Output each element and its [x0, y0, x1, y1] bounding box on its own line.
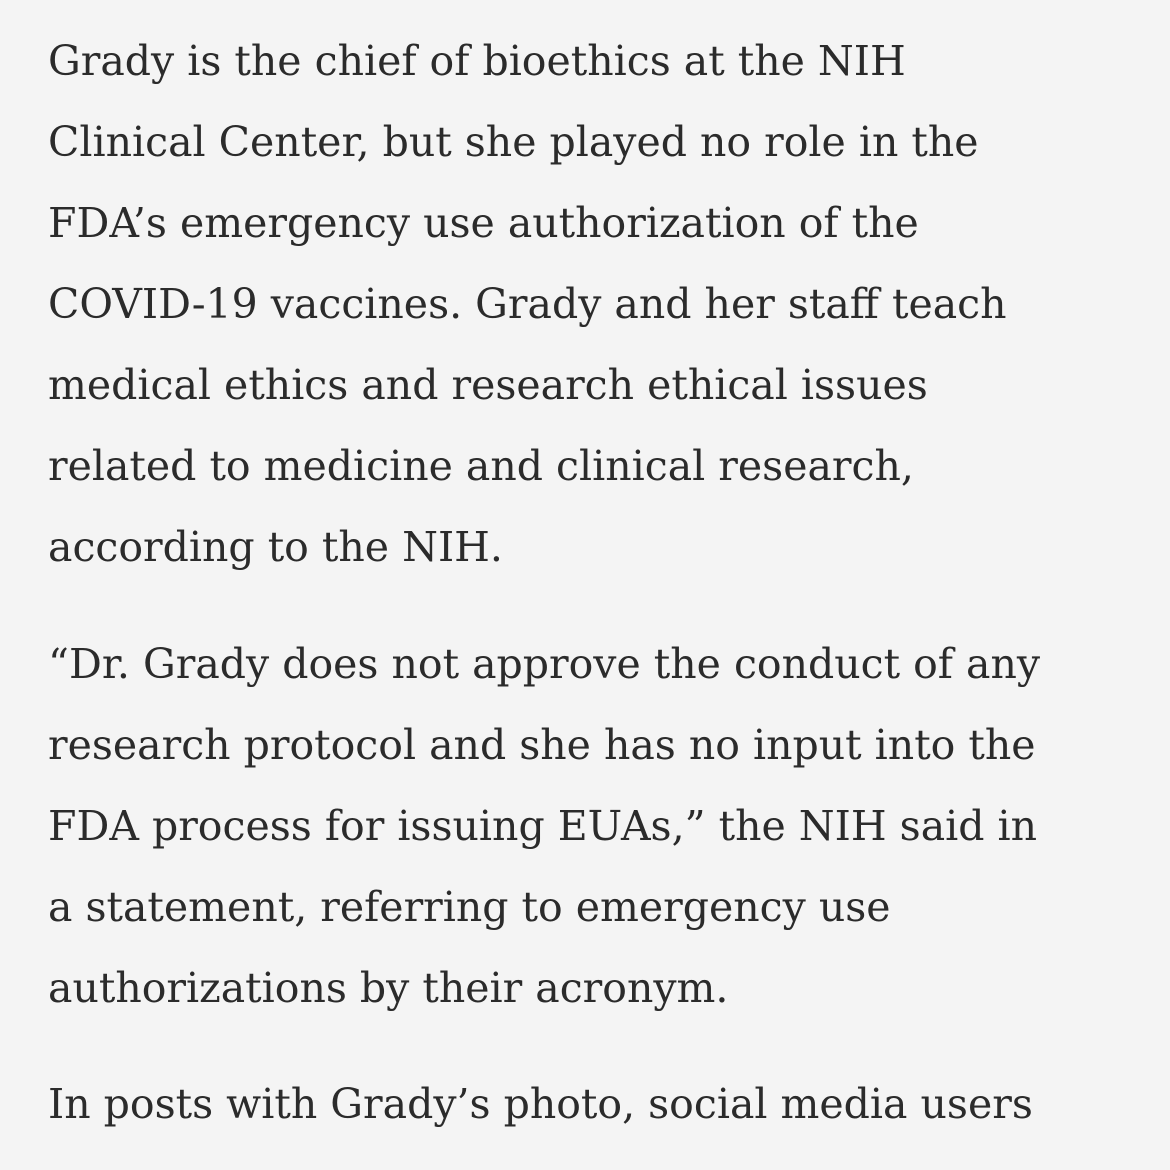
- text-line: Grady is the chief of bioethics at the NIH: [48, 37, 906, 85]
- article-paragraph: [48, 21, 1007, 588]
- text-line: research protocol and she has no input into the: [48, 721, 1036, 769]
- text-line: related to medicine and clinical research,: [48, 442, 914, 490]
- text-line: FDA process for issuing EUAs,” the NIH said in: [48, 802, 1038, 850]
- text-line: a statement, referring to emergency use: [48, 883, 891, 931]
- text-line: medical ethics and research ethical issues: [48, 361, 928, 409]
- text-line: according to the NIH.: [48, 523, 503, 571]
- article-quote-paragraph: [48, 624, 1040, 1029]
- text-line: FDA’s emergency use authorization of the: [48, 199, 919, 247]
- text-line: authorizations by their acronym.: [48, 964, 729, 1012]
- text-line: “Dr. Grady does not approve the conduct of any: [48, 640, 1041, 688]
- text-line: COVID-19 vaccines. Grady and her staff teach: [48, 280, 1007, 328]
- article-paragraph: [48, 1064, 1033, 1145]
- text-line: In posts with Grady’s photo, social media users: [48, 1080, 1033, 1128]
- text-line: Clinical Center, but she played no role in the: [48, 118, 979, 166]
